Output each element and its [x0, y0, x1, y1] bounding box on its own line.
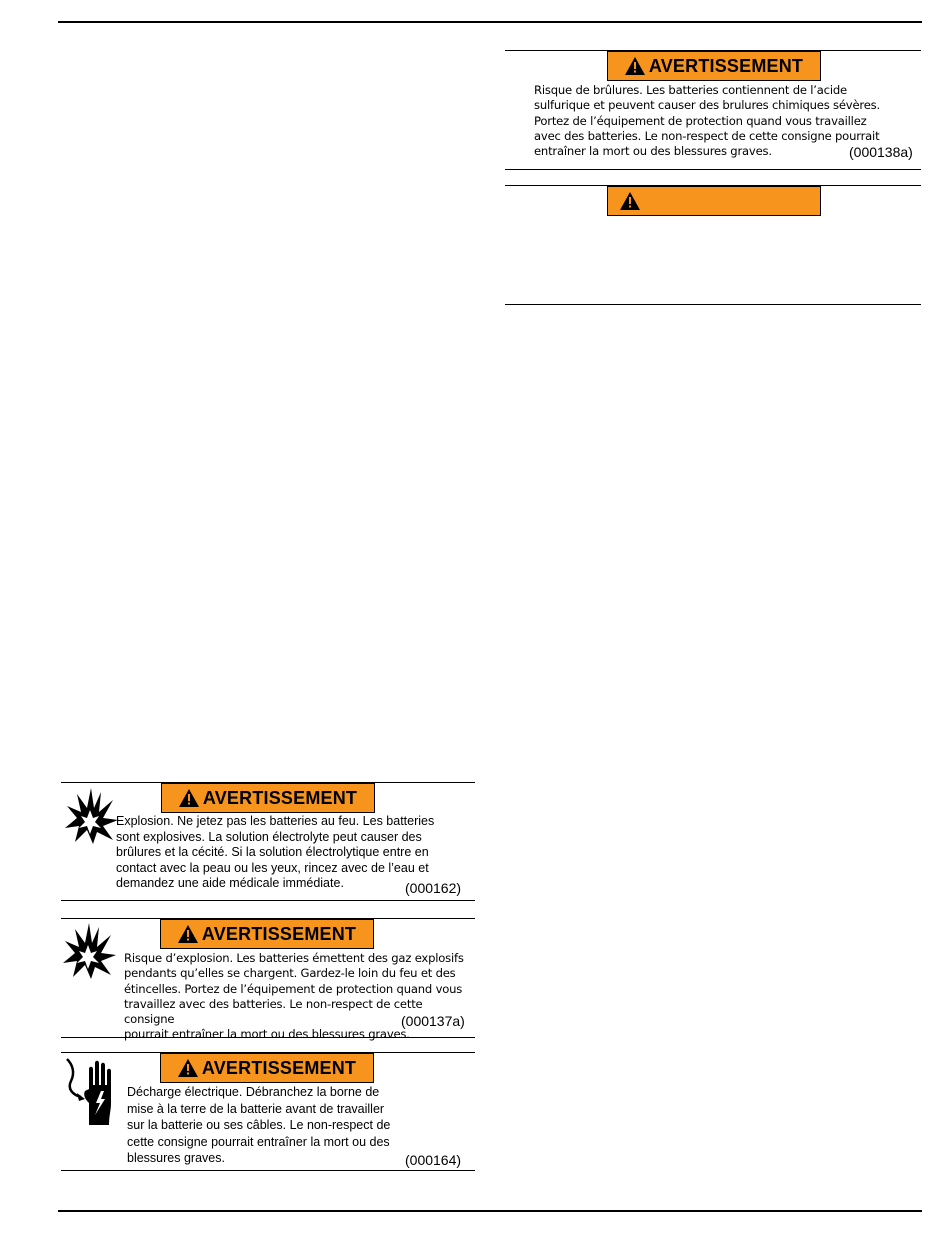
warning-banner — [160, 1053, 374, 1083]
warning-banner — [607, 186, 821, 216]
warning-title: AVERTISSEMENT — [201, 1057, 357, 1078]
page-top-rule — [58, 21, 922, 23]
warning-triangle-icon — [625, 57, 645, 75]
explosion-icon — [61, 921, 117, 986]
warning-explosion-gas — [61, 918, 475, 1042]
warning-text: Explosion. Ne jetez pas les batteries au feu. Les batteries sont explosives. La solution électrolyte peut causer des brûlures et la cécité. Si la solution électrolytique entre en contact avec la peau ou les yeux, rincez avec de l’eau et demandez une aide médicale immédiate. — [116, 814, 435, 890]
warning-code: (000162) — [405, 880, 462, 896]
warning-code: (000164) — [405, 1152, 462, 1168]
warning-banner — [607, 51, 821, 81]
warning-triangle-icon — [178, 925, 198, 943]
warning-text: Risque de brûlures. Les batteries contiennent de l’acide sulfurique et peuvent causer des brulures chimiques sévères. Portez de l’équipement de protection quand vous travaillez avec des batteries. Le non-respect de cette consigne pourrait entraîner la mort ou des blessures graves. — [534, 83, 880, 159]
page-bottom-rule — [58, 1210, 922, 1212]
warning-code: (000138a) — [849, 144, 913, 160]
warning-text: Décharge électrique. Débranchez la borne de mise à la terre de la batterie avant de travailler sur la batterie ou ses câbles. Le non-respect de cette consigne pourrait entraîner la mort ou des blessures graves. — [127, 1085, 391, 1165]
warning-triangle-icon — [178, 1059, 198, 1077]
warning-triangle-icon — [179, 789, 199, 807]
warning-code: (000137a) — [401, 1013, 465, 1029]
warning-title: AVERTISSEMENT — [202, 787, 358, 808]
warning-text: Risque d’explosion. Les batteries émettent des gaz explosifs pendants qu’elles se chargent. Gardez-le loin du feu et des étincelles. Portez de l’équipement de protection quand vous travaillez avec des batteries. Le non-respect de cette consigne pourrait entraîner la mort ou des blessures graves. — [124, 951, 464, 1042]
warning-explosion-fire — [61, 782, 475, 901]
warning-banner — [160, 919, 374, 949]
warning-burns — [505, 50, 921, 170]
warning-title: AVERTISSEMENT — [648, 55, 804, 76]
explosion-icon — [63, 786, 119, 851]
warning-electric-shock — [61, 1052, 475, 1171]
warning-title: AVERTISSEMENT — [201, 923, 357, 944]
warning-triangle-icon — [620, 192, 640, 210]
warning-banner — [161, 783, 375, 813]
warning-blank — [505, 185, 921, 305]
electric-shock-hand-icon — [63, 1055, 119, 1132]
